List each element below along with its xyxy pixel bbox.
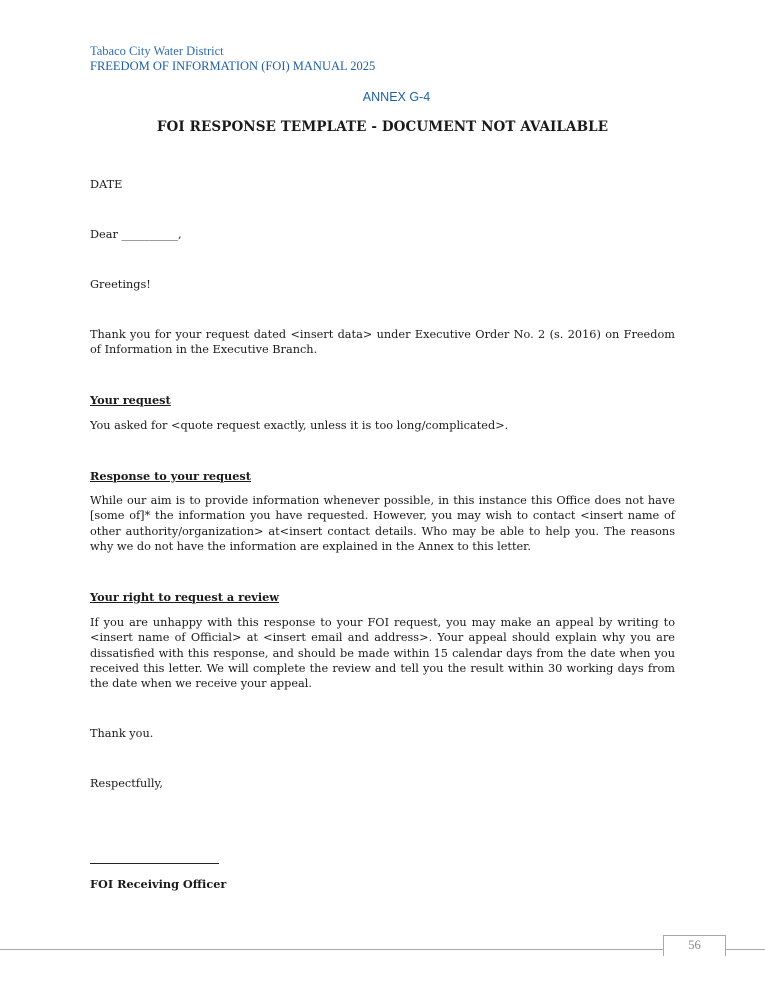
section-heading-response: Response to your request: [90, 469, 251, 483]
manual-title: FREEDOM OF INFORMATION (FOI) MANUAL 2025: [90, 59, 376, 73]
response-paragraph: While our aim is to provide information whenever possible, in this instance this Office does not have [some of]* the information you have requested. However, you may wish to contact <insert name of other authority/organization> at<insert contact details. Who may be able to help you. The reasons why we do not have the information are explained in the Annex to this letter.: [90, 494, 675, 553]
annex-label: [0, 90, 765, 104]
thanks-line: Thank you.: [90, 727, 154, 740]
greeting: Greetings!: [90, 278, 151, 291]
page-title: FOI RESPONSE TEMPLATE - DOCUMENT NOT AVAILABLE: [156, 119, 609, 135]
organization-name: Tabaco City Water District: [90, 44, 224, 58]
footer-divider: [0, 949, 765, 950]
section-heading-review: Your right to request a review: [90, 590, 280, 604]
closing-line: Respectfully,: [90, 777, 163, 790]
date-line: DATE: [90, 178, 123, 191]
review-paragraph: If you are unhappy with this response to your FOI request, you may make an appeal by writing to <insert name of Official> at <insert email and address>. Your appeal should explain why you are dissatisfied with this response, and should be made within 15 calendar days from the date when you received this letter. We will complete the review and tell you the result within 30 working days from the date when we receive your appeal.: [90, 616, 675, 691]
intro-paragraph: Thank you for your request dated <insert data> under Executive Order No. 2 (s. 2016) on Freedom of Information in the Executive Branch.: [90, 328, 675, 357]
annex-text: ANNEX G-4: [362, 90, 431, 104]
page-number: 56: [688, 938, 701, 952]
signatory-title: FOI Receiving Officer: [90, 877, 227, 891]
salutation: Dear __________,: [90, 228, 182, 241]
signature-line: [90, 863, 219, 864]
request-paragraph: You asked for <quote request exactly, unless it is too long/complicated>.: [90, 419, 509, 432]
document-header: [90, 44, 375, 74]
section-heading-request: Your request: [90, 393, 171, 407]
